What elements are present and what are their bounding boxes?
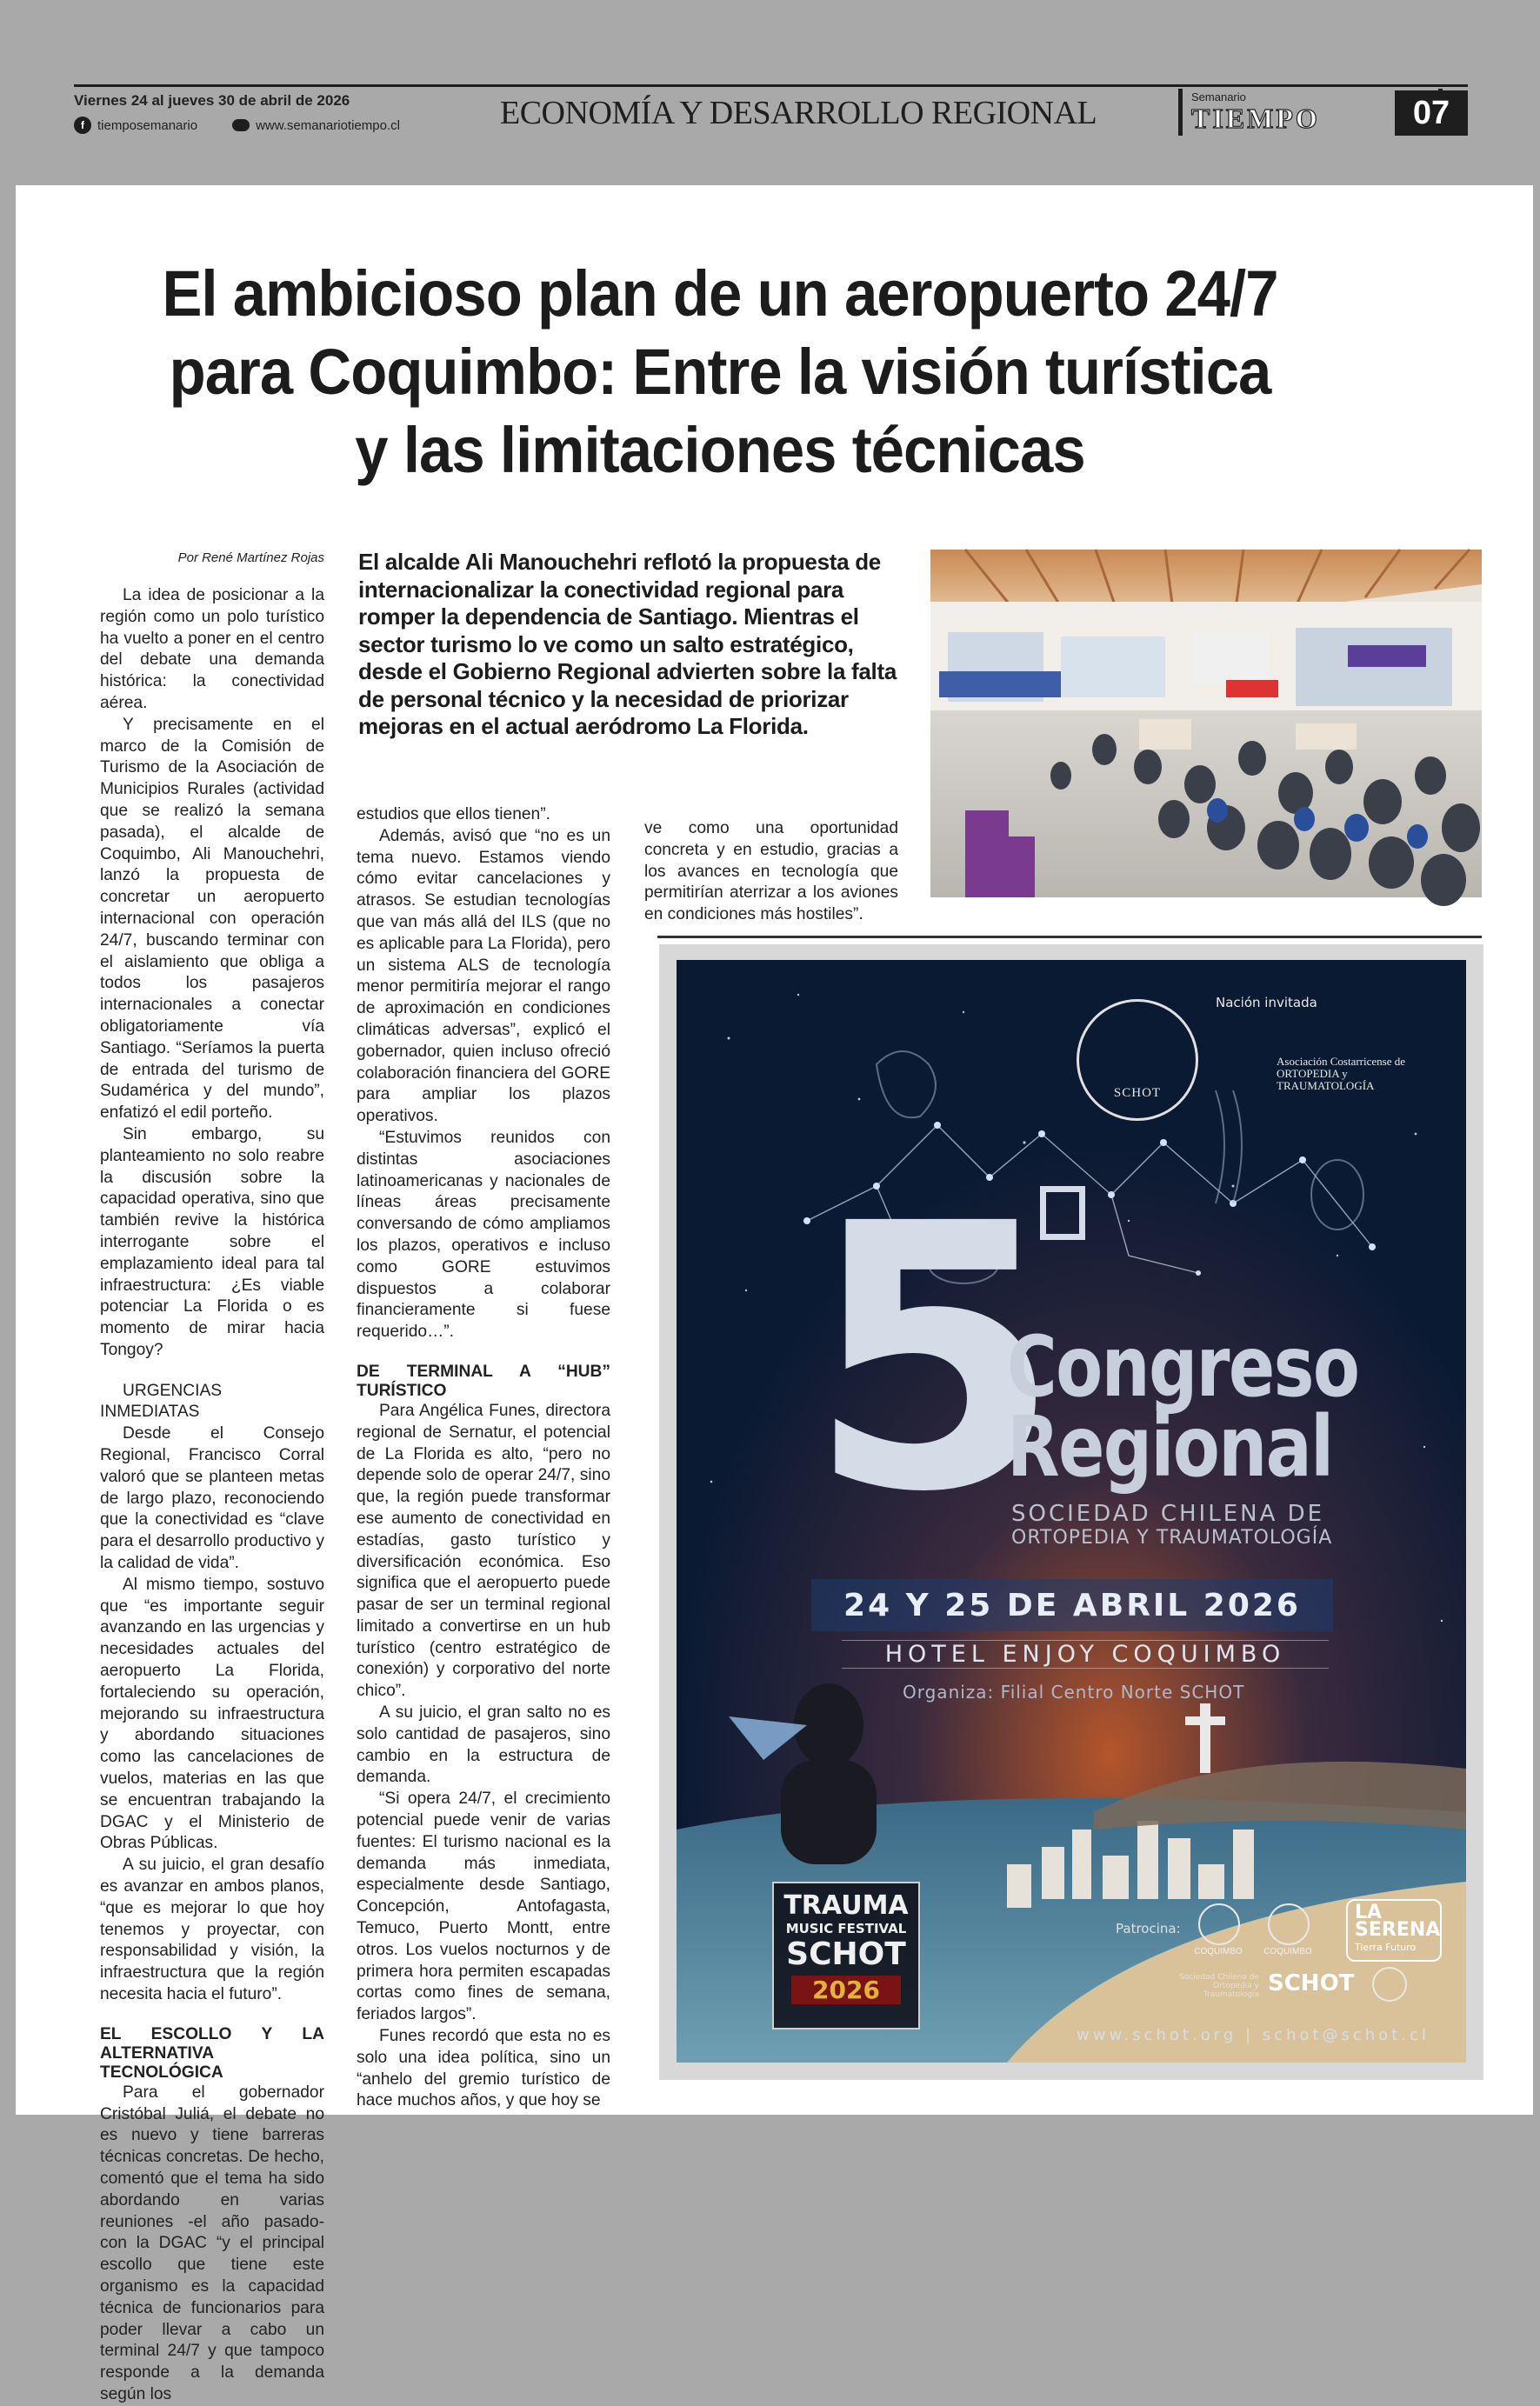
- sponsor-label: COQUIMBO: [1263, 1947, 1312, 1956]
- facebook-link[interactable]: [74, 117, 197, 134]
- festival-line3: SCHOT: [786, 1936, 906, 1972]
- paragraph: Para Angélica Funes, directora regional de Sernatur, el potencial de La Florida es alto, “pero no depende solo de operar 24/7, sino que, la región puede transformar ese aumento de conectividad en estadías, gasto turístico y diversificación económica. Eso significa que el aeropuerto puede pasar de ser un terminal regional limitado a convertirse en un hub turístico (centro estratégico de conexión) y corporativo del norte chico”.: [357, 1401, 610, 1701]
- congress-dates: 24 Y 25 DE ABRIL 2026: [811, 1579, 1333, 1631]
- masthead: [74, 84, 1468, 140]
- congress-venue: HOTEL ENJOY COQUIMBO: [842, 1640, 1329, 1669]
- ordinal-mark-icon: [1040, 1186, 1085, 1240]
- paragraph: A su juicio, el gran salto no es solo cantidad de pasajeros, sino cambio en la estructura de demanda.: [357, 1703, 610, 1787]
- festival-year: 2026: [791, 1976, 901, 2004]
- festival-line2: MUSIC FESTIVAL: [785, 1921, 907, 1936]
- subheading: DE TERMINAL A “HUB” TURÍSTICO: [357, 1362, 610, 1400]
- poster-website[interactable]: www.schot.org | schot@schot.cl: [1077, 2026, 1430, 2044]
- paragraph: estudios que ellos tienen”.: [357, 805, 550, 823]
- paragraph: “Si opera 24/7, el crecimiento potencial puede venir de varias fuentes: El turismo nacional es la demanda más inmediata, especialmente desde Santiago, Concepción, Antofagasta, Temuco, Puerto Montt, entre otros. Los vuelos nocturnos y de primera hora permiten escapadas cortas como fines de semana, feriados largos”.: [357, 1790, 610, 2024]
- congress-title-line1: Congreso: [1007, 1318, 1359, 1416]
- schot-round-icon: [1372, 1967, 1407, 2002]
- facebook-handle: tiemposemanario: [97, 117, 198, 133]
- paragraph: La idea de posicionar a la región como un polo turístico ha vuelto a poner en el centro del debate una demanda histórica: la conectividad aérea.: [100, 586, 324, 712]
- logo-text: TIEMPO: [1191, 103, 1320, 134]
- paragraph: Desde el Consejo Regional, Francisco Corral valoró que se planteen metas de largo plazo, reconociendo que la conectividad es “clave para el desarrollo productivo y la calidad de vida”.: [100, 1424, 324, 1573]
- article-column-3: [644, 818, 898, 926]
- article-lede: El alcalde Ali Manouchehri reflotó la propuesta de internacionalizar la conectividad regional para romper la dependencia de Santiago. Mientras el sector turismo lo ve como un salto estratégico, desde el Gobierno Regional advierten sobre la falta de personal técnico y la necesidad de priorizar mejoras en el actual aeródromo La Florida.: [358, 549, 897, 739]
- guest-nation-label: Nación invitada: [1216, 995, 1317, 1010]
- sponsors-label: Patrocina:: [1116, 1921, 1181, 1936]
- paragraph: Sin embargo, su planteamiento no solo reabre la discusión sobre la capacidad operativa, sino que también revive la histórica interrogante sobre el emplazamiento ideal para tal infraestructura: ¿Es viable potenciar La Florida o es momento de mirar hacia Tongoy?: [100, 1124, 324, 1359]
- society-name-line2: ORTOPEDIA Y TRAUMATOLOGÍA: [1011, 1527, 1333, 1549]
- guest-association: Asociación Costarricense de ORTOPEDIA y TRAUMATOLOGÍA: [1277, 1055, 1406, 1092]
- website-url: www.semanariotiempo.cl: [256, 117, 400, 133]
- issue-date: Viernes 24 al jueves 30 de abril de 2026: [74, 92, 350, 109]
- la-serena-line1: LA: [1355, 1902, 1383, 1923]
- paragraph: ve como una oportunidad concreta y en estudio, gracias a los avances en tecnología que permitirían aterrizar a los aviones en condiciones más hostiles”.: [644, 819, 898, 924]
- web-icon: [232, 119, 250, 131]
- coquimbo-municipality-icon: [1268, 1903, 1310, 1945]
- congress-title-line2: Regional: [1007, 1398, 1333, 1496]
- masthead-links: [74, 117, 400, 134]
- logo-small-text: Semanario: [1191, 90, 1246, 103]
- subheading: URGENCIAS INMEDIATAS: [100, 1381, 223, 1422]
- divider-line: [657, 936, 1482, 938]
- airport-terminal-photo: [930, 550, 1482, 897]
- schot-badge-icon: [1077, 999, 1198, 1121]
- subheading: EL ESCOLLO Y LA ALTERNATIVA TECNOLÓGICA: [100, 2024, 324, 2082]
- paragraph: Al mismo tiempo, sostuvo que “es importante seguir avanzando en las urgencias y necesidades actuales del aeropuerto La Florida, fortaleciendo su operación, mejorando su infraestructura y abordando situaciones como las cancelaciones de vuelos, materias en las que se encuentran trabajando la DGAC y el Ministerio de Obras Públicas.: [100, 1575, 324, 1853]
- society-small-text: Sociedad Chilena de Ortopedia y Traumatología: [1179, 1973, 1259, 1999]
- schot-badge-text: SCHOT: [1113, 1086, 1162, 1100]
- paragraph: Funes recordó que esta no es solo una idea política, sino un “anhelo del gremio turístico de hace muchos años, y que hoy se: [357, 2027, 610, 2110]
- article-column-2: [357, 804, 610, 2112]
- schot-logo-text: SCHOT: [1268, 1970, 1355, 1996]
- society-name-line1: SOCIEDAD CHILENA DE: [1011, 1501, 1325, 1527]
- paragraph: “Estuvimos reunidos con distintas asociaciones latinoamericanas y nacionales de líneas áreas precisamente conversando de cómo ampliamos los plazos, operativos e incluso como GORE estuvimos dispuestos a colaborar financieramente si fuese requerido…”.: [357, 1128, 610, 1342]
- coquimbo-seal-icon: [1198, 1903, 1240, 1945]
- article-column-1: [100, 585, 324, 2406]
- sponsor-label: COQUIMBO: [1194, 1947, 1243, 1956]
- facebook-icon: f: [74, 117, 91, 134]
- la-serena-line2: SERENA: [1355, 1919, 1441, 1941]
- la-serena-tagline: Tierra Futuro: [1355, 1942, 1417, 1953]
- trauma-festival-badge: [772, 1882, 920, 2029]
- paragraph: Y precisamente en el marco de la Comisión de Turismo de la Asociación de Municipios Rurales (actividad que se realizó la semana pasada), el alcalde de Coquimbo, Ali Manouchehri, lanzó la propuesta de concretar un aeropuerto internacional con operación 24/7, buscando terminar con el aislamiento que obliga a todos los pasajeros internacionales a conectar obligatoriamente vía Santiago. “Seríamos la puerta de entrada del turismo de Sudamérica y del mundo”, enfatizó el edil porteño.: [100, 715, 324, 1123]
- byline: Por René Martínez Rojas: [177, 550, 324, 565]
- page-number: 07: [1395, 90, 1468, 136]
- congress-poster: [677, 960, 1466, 2063]
- congress-number: 5: [807, 1147, 1053, 1572]
- paragraph: Para el gobernador Cristóbal Juliá, el debate no es nuevo y tiene barreras técnicas concretas. De hecho, comentó que el tema ha sido abordando en varias reuniones -el año pasado- con la DGAC “y el principal escollo que tiene este organismo es la capacidad técnica de funcionarios para poder llevar a cabo un terminal 24/7 y que tampoco responde a la demanda según los: [100, 2083, 324, 2403]
- section-title: ECONOMÍA Y DESARROLLO REGIONAL: [500, 95, 1097, 131]
- congress-organizer: Organiza: Filial Centro Norte SCHOT: [903, 1682, 1245, 1703]
- paragraph: A su juicio, el gran desafío es avanzar en ambos planos, “que es mejorar lo que hoy tenemos y proyectar, con responsabilidad y visión, la infraestructura que la región necesita hacia el futuro”.: [100, 1856, 324, 2003]
- page-sheet: [16, 185, 1533, 2403]
- congress-advertisement: [659, 944, 1483, 2080]
- festival-line1: TRAUMA: [783, 1890, 909, 1921]
- terminal-photo-illustration: [930, 550, 1482, 897]
- website-link[interactable]: [232, 117, 400, 134]
- article-headline: El ambicioso plan de un aeropuerto 24/7 para Coquimbo: Entre la visión turística y las limitaciones técnicas: [162, 257, 1278, 486]
- la-serena-logo: [1346, 1899, 1442, 1962]
- paragraph: Además, avisó que “no es un tema nuevo. Estamos viendo cómo evitar cancelaciones y atrasos. Se estudian tecnologías que van más allá del ILS (que no es aplicable para La Florida), pero un sistema ALS de tecnología menor permitiría mejorar el rango de aproximación en condiciones climáticas adversas”, explicó el gobernador, quien incluso ofreció colaboración financiera del GORE para ampliar los plazos operativos.: [357, 826, 610, 1126]
